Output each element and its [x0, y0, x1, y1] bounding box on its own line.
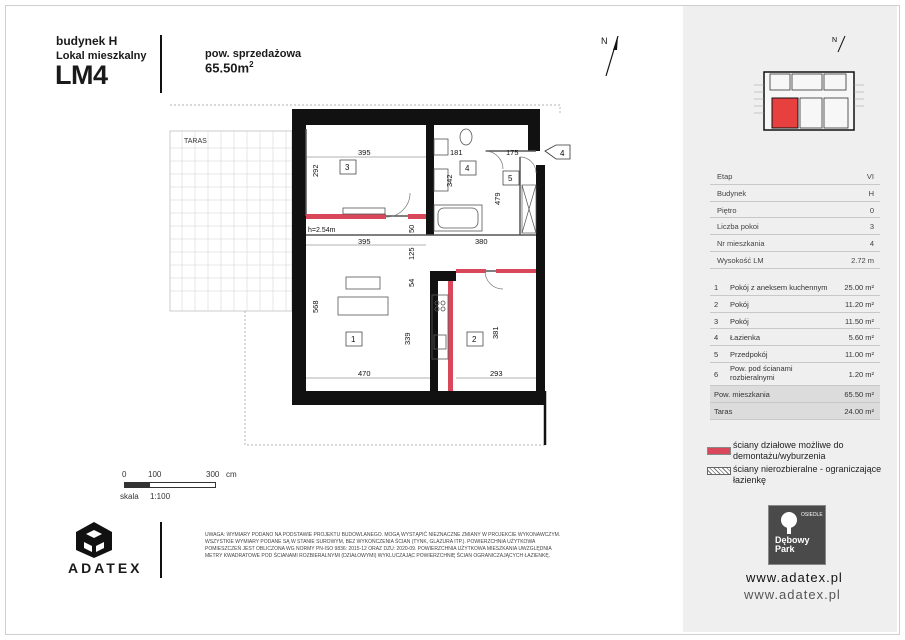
area-unit: 2	[249, 60, 254, 69]
details-table	[710, 168, 880, 269]
dimension-label: 125	[407, 247, 416, 260]
dimension-label: 175	[506, 148, 519, 157]
building-label: budynek H	[56, 34, 118, 48]
room-number: 1	[351, 335, 356, 344]
header-divider	[160, 35, 162, 93]
area-number: 65.50m	[205, 60, 250, 76]
detail-value: 3	[869, 222, 874, 232]
dimension-label: 339	[403, 332, 412, 345]
room-row	[710, 329, 880, 346]
total-row	[710, 386, 880, 403]
detail-row	[710, 185, 880, 202]
dimension-label: 181	[450, 148, 463, 157]
ceiling-height: h=2.54m	[308, 227, 336, 234]
room-area: 1.20 m²	[848, 369, 874, 379]
room-name: Pokój	[730, 316, 749, 326]
room-name: Pokój	[730, 299, 749, 309]
unit-type-label: Lokal mieszkalny	[56, 50, 147, 62]
total-value: 65.50 m²	[844, 389, 874, 399]
key-plan	[750, 30, 870, 140]
terrace	[170, 131, 292, 311]
area-value	[205, 60, 254, 75]
detail-value: 0	[869, 205, 874, 215]
park-name: Dębowy Park	[775, 535, 810, 554]
scale-unit: cm	[226, 470, 237, 479]
detail-label: Etap	[717, 172, 733, 181]
detail-row	[710, 235, 880, 252]
dimension-label: 395	[358, 148, 371, 157]
room-number: 2	[472, 335, 477, 344]
detail-row	[710, 218, 880, 235]
room-number: 5	[508, 174, 513, 183]
dimension-label: 381	[491, 326, 500, 339]
dimensions	[308, 148, 519, 378]
room-number: 4	[465, 164, 470, 173]
legend-swatch-removable	[707, 447, 731, 455]
room-area: 5.60 m²	[848, 333, 874, 343]
brand-name: ADATEX	[68, 560, 143, 576]
rooms-table	[710, 279, 880, 420]
dimension-label: 293	[490, 369, 503, 378]
room-name: Pokój z aneksem kuchennym	[730, 283, 828, 292]
legend-text-removable: ściany działowe możliwe do demontażu/wyburzenia	[733, 440, 844, 461]
scale-tick: 0	[122, 470, 127, 479]
dimension-label: 479	[493, 192, 502, 205]
detail-row	[710, 202, 880, 219]
room-num: 1	[714, 283, 719, 292]
dimension-label: 395	[358, 237, 371, 246]
detail-value: 4	[869, 239, 874, 249]
room-row	[710, 313, 880, 330]
dimension-label: 568	[311, 300, 320, 313]
detail-label: Piętro	[717, 205, 737, 215]
detail-value: VI	[866, 172, 874, 181]
removable-walls	[306, 214, 536, 391]
total-label: Taras	[714, 406, 733, 416]
dimension-label: 50	[407, 224, 416, 233]
svg-text:N: N	[601, 36, 608, 46]
room-row	[710, 346, 880, 363]
adatex-logo	[72, 520, 116, 560]
footer-divider	[160, 522, 162, 578]
scale-graphic	[124, 482, 216, 488]
total-row	[710, 403, 880, 420]
scale-label: skala	[120, 492, 139, 501]
room-area: 11.50 m²	[844, 316, 874, 326]
website-link-shadow: www.adatex.pl	[744, 587, 841, 602]
furniture	[338, 208, 388, 315]
detail-row	[710, 252, 880, 269]
detail-value: H	[868, 188, 874, 198]
dimension-label: 292	[311, 164, 320, 177]
total-label: Pow. mieszkania	[714, 389, 770, 399]
entrance-number: 4	[560, 149, 565, 158]
area-label: pow. sprzedażowa	[205, 48, 302, 60]
park-tag: OSIEDLE	[801, 512, 823, 518]
scale-tick: 100	[148, 470, 162, 479]
room-name: Łazienka	[730, 333, 761, 343]
room-num: 4	[714, 333, 719, 343]
disclaimer-note: UWAGA: WYMIARY PODANO NA PODSTAWIE PROJEKTU BUDOWLANEGO. MOGĄ WYSTĄPIĆ NIEZNACZNE ZMIANY W PROJEKCIE WYKONAWCZYM. WSZYSTKIE WYMIARY PODANE SĄ W STANIE SUROWYM, BEZ WYKOŃCZENIA ŚCIAN (TYNK, GLAZURA ITP.). POWIERZCHNIA UŻYTKOWA POMIESZCZEŃ JEST OBLICZONA WG NORMY PN-ISO 9836: 2015-12 ORAZ DZU: 2020-09. POWIERZCHNIA UŻYTKOWA MIESZKANIA UWZGLĘDNIA METRY KWADRATOWE POD ŚCIANAMI ROZBIERALNYMI (DZIAŁOWYMI) WYKLUCZAJĄC POWIERZCHNIĘ ŚCIAN OGRANICZAJĄCYCH ŁAZIENKĘ.	[205, 532, 561, 559]
room-name: Przedpokój	[730, 350, 768, 360]
north-arrow-icon	[596, 30, 626, 80]
dimension-label: 342	[445, 174, 454, 187]
room-name: Pow. pod ścianami rozbieralnymi	[730, 363, 793, 382]
entrance-marker	[545, 145, 570, 159]
room-num: 3	[714, 316, 719, 326]
legend-text-load-bearing: ściany nierozbieralne - ograniczające łazienkę	[733, 464, 882, 485]
room-area: 11.20 m²	[844, 299, 874, 309]
room-num: 6	[714, 369, 719, 379]
scale-tick: 300	[206, 470, 220, 479]
north-arrow-icon	[832, 36, 845, 52]
room-number: 3	[345, 163, 350, 172]
highlighted-unit	[772, 98, 798, 128]
detail-value: 2.72 m	[851, 255, 874, 265]
detail-row	[710, 168, 880, 185]
room-row	[710, 363, 880, 386]
bathroom-fixtures	[434, 129, 482, 231]
dimension-label: 54	[407, 278, 416, 287]
room-num: 5	[714, 350, 719, 360]
detail-label: Nr mieszkania	[717, 239, 765, 249]
room-area: 11.00 m²	[844, 350, 874, 360]
legend-swatch-load-bearing	[707, 467, 731, 475]
floor-plan	[160, 95, 580, 455]
unit-code: LM4	[55, 60, 108, 90]
room-row	[710, 279, 880, 296]
room-num: 2	[714, 299, 719, 309]
svg-text:N: N	[832, 37, 838, 44]
terrace-label: TARAS	[184, 138, 207, 145]
room-row	[710, 296, 880, 313]
detail-label: Wysokość LM	[717, 255, 764, 265]
total-value: 24.00 m²	[844, 406, 874, 416]
debowy-park-logo	[768, 505, 826, 565]
detail-label: Liczba pokoi	[717, 222, 759, 232]
scale-ratio: 1:100	[150, 492, 171, 501]
dimension-label: 470	[358, 369, 371, 378]
detail-label: Budynek	[717, 188, 747, 198]
dimension-label: 380	[475, 237, 488, 246]
website-link[interactable]: www.adatex.pl	[746, 570, 843, 585]
room-area: 25.00 m²	[844, 283, 874, 292]
